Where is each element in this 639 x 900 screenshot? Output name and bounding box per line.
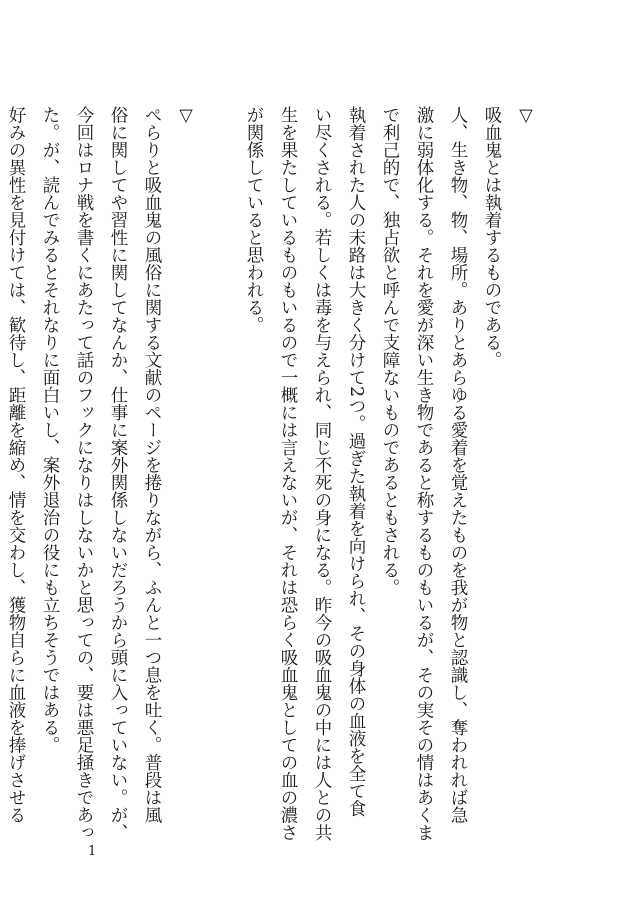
text-line: で利己的で、独占欲と呼んで支障ないものであるともされる。 <box>380 106 400 596</box>
section-gap <box>203 106 237 826</box>
text-line: 好みの異性を見付けては、歓待し、距離を縮め、情を交わし、獲物自らに血液を捧げさせる <box>6 106 26 824</box>
text-line: が関係していると思われる。 <box>244 106 264 334</box>
text-line: た。が、読んでみるとそれなりに面白いし、案外退治の役にも立ちそうではある。 <box>40 106 60 754</box>
text-line: 激に弱体化する。それを愛が深い生き物であると称するものもいるが、その実その情はあくま <box>414 106 434 841</box>
text-line: 吸血鬼とは執着するものである。 <box>482 106 502 369</box>
text-line: 今回はロナ戦を書くにあたって話のフックになりはしないかと思っての、要は悪足掻きであっ <box>74 106 94 841</box>
text-line: 俗に関してや習性に関してなんか、仕事に案外関係しないだろうから頭に入っていない。が、 <box>108 106 128 841</box>
section-marker: ▽ <box>516 106 536 126</box>
text-line: い尽くされる。若しくは毒を与えられ、同じ不死の身になる。昨今の吸血鬼の中には人との共 <box>312 106 332 841</box>
page-number: 1 <box>88 844 97 859</box>
text-line: 執着された人の末路は大きく分けて2つ。過ぎた執着を向けられ、その身体の血液を全て食 <box>346 106 366 818</box>
text-line: ぺらりと吸血鬼の風俗に関する文献のページを捲りながら、ふんと一つ息を吐く。普段は風 <box>142 106 162 824</box>
vertical-text-body <box>0 106 543 841</box>
text-line: 生を果たしているものもいるので一概には言えないが、それは恐らく吸血鬼としての血の濃さ <box>278 106 298 841</box>
text-line: 人、生き物、物、場所。ありとあらゆる愛着を覚えたものを我が物と認識し、奪われれば急 <box>448 106 468 824</box>
section-marker: ▽ <box>176 106 196 126</box>
